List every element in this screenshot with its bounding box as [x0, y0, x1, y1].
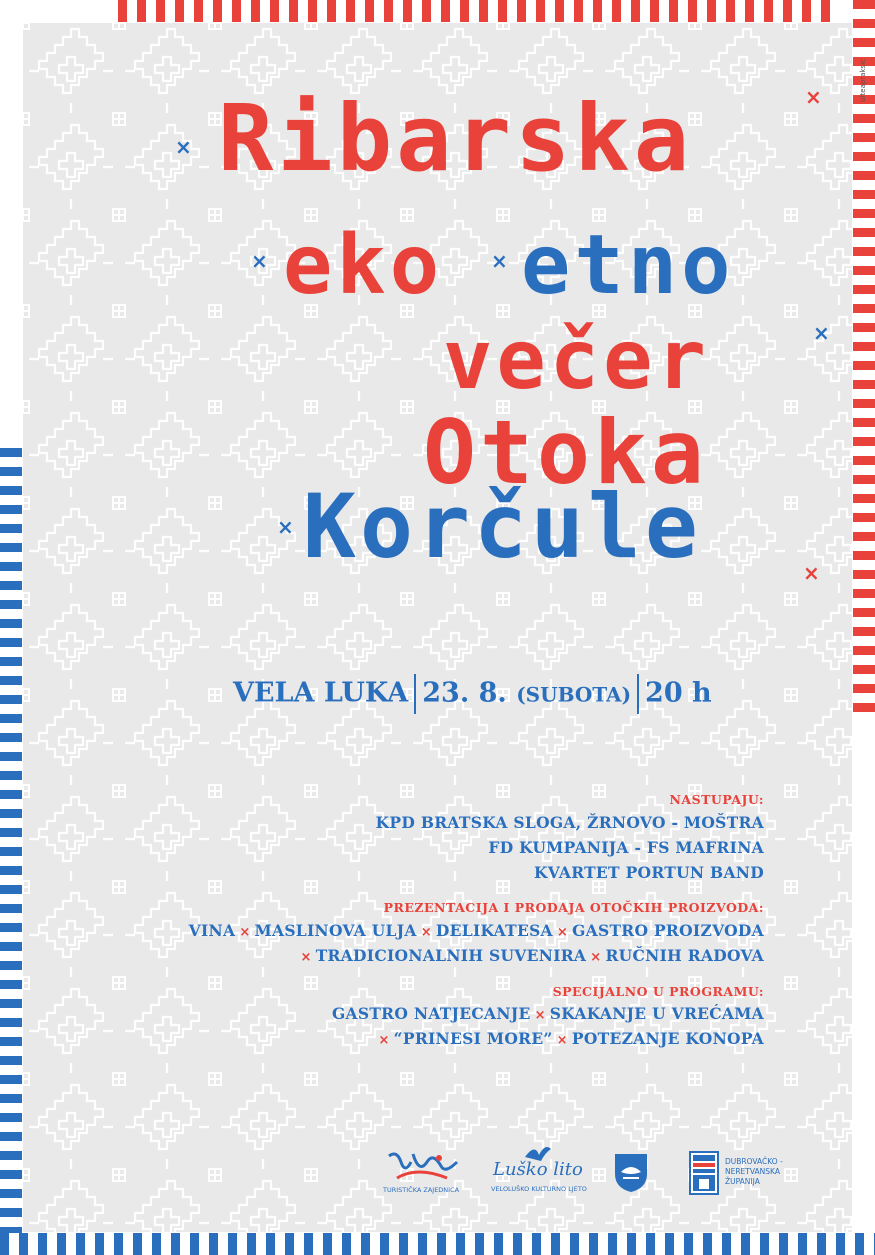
performers-heading: NASTUPAJU: [669, 792, 764, 807]
shield-icon [613, 1152, 649, 1194]
left-border-stripe [0, 448, 22, 1255]
product-item: DELIKATESA [435, 921, 553, 940]
divider [414, 674, 416, 714]
separator-cross-icon: × [420, 925, 432, 940]
separator-cross-icon: × [378, 1033, 390, 1048]
event-date: 23. 8. [422, 677, 507, 709]
separator-cross-icon: × [556, 1033, 568, 1048]
special-item: POTEZANJE KONOPA [571, 1029, 764, 1048]
presentation-heading: PREZENTACIJA I PRODAJA OTOČKIH PROIZVODA: [383, 900, 764, 915]
county-name-line: ŽUPANIJA [725, 1177, 760, 1186]
county-name-line: DUBROVAČKO - [725, 1157, 783, 1166]
special-item: GASTRO NATJECANJE [331, 1004, 531, 1023]
separator-cross-icon: × [556, 925, 569, 940]
title-word-ribarska: Ribarska [218, 85, 694, 192]
lusko-lito-subtitle: VELOLUŠKO KULTURNO LJETO [491, 1185, 587, 1193]
performer-item: KPD BRATSKA SLOGA, ŽRNOVO - MOŠTRA [375, 813, 764, 832]
cross-stitch-dot: × [251, 249, 268, 273]
special-item: “PRINESI MORE” [393, 1029, 553, 1048]
separator-cross-icon: × [534, 1008, 546, 1023]
title-word-korcule: Korčule [303, 475, 702, 578]
right-border-stripe [853, 0, 875, 712]
performer-item: KVARTET PORTUN BAND [533, 863, 764, 882]
county-logo [689, 1151, 809, 1197]
designer-credit: ulteapraksic [859, 59, 867, 102]
vela-luka-wordmark-icon [383, 1148, 463, 1186]
performer-item: FD KUMPANIJA - FS MAFRINA [488, 838, 764, 857]
title-word-otoka: Otoka [423, 401, 708, 504]
presentation-row [189, 921, 764, 940]
product-item: RUČNIH RADOVA [605, 946, 764, 965]
separator-cross-icon: × [300, 950, 312, 965]
event-info-line [233, 674, 793, 714]
presentation-row [297, 946, 765, 965]
cross-stitch-dot: × [805, 85, 822, 109]
top-border-stripe [118, 0, 836, 22]
county-coat-of-arms-icon [689, 1151, 719, 1195]
tz-name: TURISTIČKA ZAJEDNICA [383, 1186, 460, 1194]
title-word-eko: eko [283, 218, 444, 313]
bottom-border-stripe [0, 1233, 875, 1255]
cross-stitch-dot: × [803, 561, 820, 585]
embroidery-background-pattern [23, 23, 852, 1232]
cross-stitch-dot: × [813, 321, 830, 345]
special-item: SKAKANJE U VREĆAMA [549, 1004, 764, 1023]
poster-panel [23, 23, 867, 1232]
cross-stitch-dot: × [491, 249, 508, 273]
product-item: GASTRO PROIZVODA [572, 921, 764, 940]
separator-cross-icon: × [590, 950, 602, 965]
event-time: 20 h [645, 677, 712, 709]
divider [637, 674, 639, 714]
lusko-lito-logo [489, 1143, 585, 1199]
special-row [374, 1029, 764, 1048]
municipality-shield-logo [613, 1152, 649, 1194]
county-name-line: NERETVANSKA [725, 1167, 780, 1176]
product-item: TRADICIONALNIH SUVENIRA [315, 946, 587, 965]
lusko-lito-wordmark: Luško lito [493, 1159, 583, 1180]
tz-vela-luka-logo [383, 1148, 463, 1198]
title-word-etno: etno [521, 218, 735, 313]
cross-stitch-dot: × [175, 135, 192, 159]
product-item: VINA [188, 921, 236, 940]
separator-cross-icon: × [239, 925, 251, 940]
special-heading: SPECIJALNO U PROGRAMU: [552, 984, 764, 999]
cross-stitch-dot: × [277, 515, 294, 539]
product-item: MASLINOVA ULJA [254, 921, 417, 940]
title-word-vecer: večer [443, 313, 710, 408]
special-row [332, 1004, 764, 1023]
event-place: VELA LUKA [233, 677, 409, 709]
event-day: (SUBOTA) [516, 682, 632, 707]
